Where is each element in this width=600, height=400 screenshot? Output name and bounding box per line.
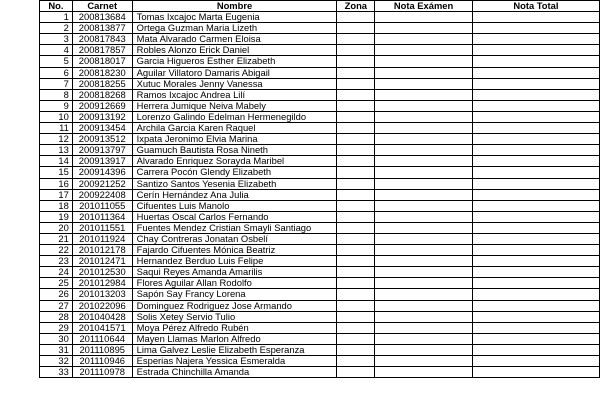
carnet-cell: 200914396 — [72, 167, 132, 178]
zona-cell[interactable] — [337, 311, 375, 322]
nota-examen-cell[interactable] — [375, 245, 473, 256]
table-row — [40, 134, 600, 145]
nota-examen-cell[interactable] — [375, 322, 473, 333]
nota-examen-cell[interactable] — [375, 222, 473, 233]
name-cell: Carrera Pocón Glendy Elizabeth — [132, 167, 337, 178]
carnet-cell: 201013203 — [72, 289, 132, 300]
name-cell: Mata Alvarado Carmen Eloisa — [132, 34, 337, 45]
zona-cell[interactable] — [337, 178, 375, 189]
carnet-cell: 200913192 — [72, 111, 132, 122]
nota-total-cell[interactable] — [472, 167, 599, 178]
nota-total-cell[interactable] — [472, 267, 599, 278]
table-row — [40, 367, 600, 378]
table-row — [40, 256, 600, 267]
row-number-cell: 17 — [40, 189, 73, 200]
name-cell: Estrada Chinchilla Amanda — [132, 367, 337, 378]
carnet-cell: 201040428 — [72, 311, 132, 322]
nota-total-cell[interactable] — [472, 178, 599, 189]
nota-total-cell[interactable] — [472, 111, 599, 122]
carnet-cell: 200921252 — [72, 178, 132, 189]
grades-table — [39, 0, 600, 378]
table-row — [40, 267, 600, 278]
carnet-cell: 200913512 — [72, 134, 132, 145]
nota-examen-cell[interactable] — [375, 134, 473, 145]
row-number-cell: 1 — [40, 12, 73, 23]
name-cell: Fajardo Cifuentes Mónica Beatriz — [132, 245, 337, 256]
zona-cell[interactable] — [337, 56, 375, 67]
carnet-cell: 201041571 — [72, 322, 132, 333]
zona-cell[interactable] — [337, 100, 375, 111]
table-row — [40, 67, 600, 78]
zona-cell[interactable] — [337, 267, 375, 278]
nota-examen-cell[interactable] — [375, 78, 473, 89]
nota-examen-cell[interactable] — [375, 333, 473, 344]
carnet-cell: 201011924 — [72, 233, 132, 244]
row-number-cell: 13 — [40, 145, 73, 156]
carnet-cell: 201011551 — [72, 222, 132, 233]
name-cell: Lima Galvez Leslie Elizabeth Esperanza — [132, 344, 337, 355]
carnet-cell: 200813877 — [72, 23, 132, 34]
nota-examen-cell[interactable] — [375, 67, 473, 78]
nota-examen-cell[interactable] — [375, 211, 473, 222]
row-number-cell: 6 — [40, 67, 73, 78]
row-number-cell: 33 — [40, 367, 73, 378]
row-number-cell: 22 — [40, 245, 73, 256]
nota-examen-cell[interactable] — [375, 256, 473, 267]
table-row — [40, 289, 600, 300]
row-number-cell: 24 — [40, 267, 73, 278]
row-number-cell: 4 — [40, 45, 73, 56]
zona-cell[interactable] — [337, 211, 375, 222]
row-number-cell: 9 — [40, 100, 73, 111]
table-row — [40, 233, 600, 244]
row-number-cell: 20 — [40, 222, 73, 233]
zona-cell[interactable] — [337, 12, 375, 23]
table-row — [40, 12, 600, 23]
carnet-cell: 201012984 — [72, 278, 132, 289]
carnet-cell: 200913454 — [72, 123, 132, 134]
zona-cell[interactable] — [337, 89, 375, 100]
name-cell: Ramos Ixcajoc Andrea Lilí — [132, 89, 337, 100]
nota-examen-cell[interactable] — [375, 56, 473, 67]
zona-cell[interactable] — [337, 245, 375, 256]
table-row — [40, 245, 600, 256]
carnet-cell: 200922408 — [72, 189, 132, 200]
nota-total-cell[interactable] — [472, 100, 599, 111]
zona-cell[interactable] — [337, 222, 375, 233]
nota-examen-cell[interactable] — [375, 367, 473, 378]
name-cell: Tomas Ixcajoc Marta Eugenia — [132, 12, 337, 23]
table-row — [40, 300, 600, 311]
nota-total-cell[interactable] — [472, 56, 599, 67]
nota-total-cell[interactable] — [472, 189, 599, 200]
col-header-nota-total: Nota Total — [472, 1, 599, 12]
zona-cell[interactable] — [337, 111, 375, 122]
name-cell: Robles Alonzo Erick Daniel — [132, 45, 337, 56]
zona-cell[interactable] — [337, 278, 375, 289]
nota-examen-cell[interactable] — [375, 289, 473, 300]
name-cell: Esperias Najera Yessica Esmeralda — [132, 356, 337, 367]
carnet-cell: 201012471 — [72, 256, 132, 267]
nota-examen-cell[interactable] — [375, 178, 473, 189]
row-number-cell: 5 — [40, 56, 73, 67]
nota-total-cell[interactable] — [472, 311, 599, 322]
nota-examen-cell[interactable] — [375, 200, 473, 211]
name-cell: Ixpata Jeronimo Elvia Marina — [132, 134, 337, 145]
table-row — [40, 78, 600, 89]
col-header-no: No. — [40, 1, 73, 12]
table-body — [40, 12, 600, 378]
nota-total-cell[interactable] — [472, 145, 599, 156]
table-row — [40, 34, 600, 45]
name-cell: Alvarado Enriquez Sorayda Maribel — [132, 156, 337, 167]
row-number-cell: 8 — [40, 89, 73, 100]
row-number-cell: 26 — [40, 289, 73, 300]
nota-total-cell[interactable] — [472, 245, 599, 256]
table-row — [40, 189, 600, 200]
nota-total-cell[interactable] — [472, 12, 599, 23]
table-row — [40, 145, 600, 156]
nota-total-cell[interactable] — [472, 200, 599, 211]
table-row — [40, 278, 600, 289]
zona-cell[interactable] — [337, 256, 375, 267]
nota-total-cell[interactable] — [472, 322, 599, 333]
name-cell: Cerín Hernández Ana Julia — [132, 189, 337, 200]
name-cell: Garcia Higueros Esther Elizabeth — [132, 56, 337, 67]
carnet-cell: 200813684 — [72, 12, 132, 23]
row-number-cell: 15 — [40, 167, 73, 178]
carnet-cell: 201011055 — [72, 200, 132, 211]
table-row — [40, 167, 600, 178]
col-header-nombre: Nombre — [132, 1, 337, 12]
carnet-cell: 200818255 — [72, 78, 132, 89]
name-cell: Flores Aguilar Allan Rodolfo — [132, 278, 337, 289]
table-row — [40, 211, 600, 222]
table-row — [40, 333, 600, 344]
nota-examen-cell[interactable] — [375, 311, 473, 322]
name-cell: Cifuentes Luis Manolo — [132, 200, 337, 211]
row-number-cell: 10 — [40, 111, 73, 122]
nota-examen-cell[interactable] — [375, 300, 473, 311]
name-cell: Aguilar Villatoro Damaris Abigail — [132, 67, 337, 78]
zona-cell[interactable] — [337, 356, 375, 367]
zona-cell[interactable] — [337, 189, 375, 200]
name-cell: Guamuch Bautista Rosa Nineth — [132, 145, 337, 156]
zona-cell[interactable] — [337, 45, 375, 56]
zona-cell[interactable] — [337, 78, 375, 89]
nota-examen-cell[interactable] — [375, 45, 473, 56]
carnet-cell: 201110946 — [72, 356, 132, 367]
table-row — [40, 56, 600, 67]
table-row — [40, 156, 600, 167]
carnet-cell: 200818230 — [72, 67, 132, 78]
table-row — [40, 222, 600, 233]
table-row — [40, 356, 600, 367]
carnet-cell: 200818017 — [72, 56, 132, 67]
row-number-cell: 27 — [40, 300, 73, 311]
row-number-cell: 14 — [40, 156, 73, 167]
nota-examen-cell[interactable] — [375, 100, 473, 111]
nota-total-cell[interactable] — [472, 256, 599, 267]
zona-cell[interactable] — [337, 23, 375, 34]
table-row — [40, 111, 600, 122]
name-cell: Archila Garcia Karen Raquel — [132, 123, 337, 134]
row-number-cell: 28 — [40, 311, 73, 322]
nota-examen-cell[interactable] — [375, 23, 473, 34]
zona-cell[interactable] — [337, 233, 375, 244]
name-cell: Saqui Reyes Amanda Amarilis — [132, 267, 337, 278]
col-header-zona: Zona — [337, 1, 375, 12]
nota-total-cell[interactable] — [472, 289, 599, 300]
carnet-cell: 201110895 — [72, 344, 132, 355]
carnet-cell: 200818268 — [72, 89, 132, 100]
nota-total-cell[interactable] — [472, 78, 599, 89]
zona-cell[interactable] — [337, 145, 375, 156]
zona-cell[interactable] — [337, 322, 375, 333]
name-cell: Sapón Say Francy Lorena — [132, 289, 337, 300]
row-number-cell: 2 — [40, 23, 73, 34]
row-number-cell: 16 — [40, 178, 73, 189]
carnet-cell: 200913797 — [72, 145, 132, 156]
nota-total-cell[interactable] — [472, 356, 599, 367]
name-cell: Santizo Santos Yesenia Elizabeth — [132, 178, 337, 189]
zona-cell[interactable] — [337, 134, 375, 145]
name-cell: Ortega Guzman Maria Lizeth — [132, 23, 337, 34]
name-cell: Chay Contreras Jonatan Osbelí — [132, 233, 337, 244]
table-row — [40, 45, 600, 56]
name-cell: Lorenzo Galindo Edelman Hermenegildo — [132, 111, 337, 122]
row-number-cell: 19 — [40, 211, 73, 222]
nota-total-cell[interactable] — [472, 344, 599, 355]
nota-total-cell[interactable] — [472, 211, 599, 222]
row-number-cell: 29 — [40, 322, 73, 333]
table-row — [40, 100, 600, 111]
nota-total-cell[interactable] — [472, 367, 599, 378]
table-row — [40, 200, 600, 211]
nota-examen-cell[interactable] — [375, 123, 473, 134]
name-cell: Xutuc Morales Jenny Vanessa — [132, 78, 337, 89]
zona-cell[interactable] — [337, 67, 375, 78]
carnet-cell: 201110978 — [72, 367, 132, 378]
table-row — [40, 178, 600, 189]
row-number-cell: 12 — [40, 134, 73, 145]
row-number-cell: 25 — [40, 278, 73, 289]
nota-examen-cell[interactable] — [375, 267, 473, 278]
header-row — [40, 1, 600, 12]
nota-total-cell[interactable] — [472, 300, 599, 311]
name-cell: Huertas Oscal Carlos Fernando — [132, 211, 337, 222]
table-row — [40, 344, 600, 355]
row-number-cell: 11 — [40, 123, 73, 134]
zona-cell[interactable] — [337, 200, 375, 211]
nota-examen-cell[interactable] — [375, 356, 473, 367]
carnet-cell: 201012530 — [72, 267, 132, 278]
carnet-cell: 200817857 — [72, 45, 132, 56]
table-row — [40, 89, 600, 100]
col-header-nota-examen: Nota Exámen — [375, 1, 473, 12]
nota-total-cell[interactable] — [472, 67, 599, 78]
zona-cell[interactable] — [337, 344, 375, 355]
nota-total-cell[interactable] — [472, 23, 599, 34]
carnet-cell: 200912669 — [72, 100, 132, 111]
name-cell: Fuentes Mendez Cristian Smayli Santiago — [132, 222, 337, 233]
zona-cell[interactable] — [337, 333, 375, 344]
name-cell: Herrera Jumique Neiva Mabely — [132, 100, 337, 111]
zona-cell[interactable] — [337, 289, 375, 300]
nota-total-cell[interactable] — [472, 134, 599, 145]
nota-examen-cell[interactable] — [375, 344, 473, 355]
nota-examen-cell[interactable] — [375, 233, 473, 244]
nota-total-cell[interactable] — [472, 156, 599, 167]
row-number-cell: 23 — [40, 256, 73, 267]
nota-examen-cell[interactable] — [375, 89, 473, 100]
nota-examen-cell[interactable] — [375, 145, 473, 156]
nota-total-cell[interactable] — [472, 34, 599, 45]
name-cell: Dominguez Rodriguez Jose Armando — [132, 300, 337, 311]
name-cell: Mayen Llamas Marlon Alfredo — [132, 333, 337, 344]
row-number-cell: 18 — [40, 200, 73, 211]
nota-total-cell[interactable] — [472, 278, 599, 289]
name-cell: Solis Xetey Servio Tulio — [132, 311, 337, 322]
row-number-cell: 31 — [40, 344, 73, 355]
zona-cell[interactable] — [337, 367, 375, 378]
row-number-cell: 30 — [40, 333, 73, 344]
carnet-cell: 201022096 — [72, 300, 132, 311]
nota-total-cell[interactable] — [472, 123, 599, 134]
name-cell: Moya Pérez Alfredo Rubén — [132, 322, 337, 333]
nota-examen-cell[interactable] — [375, 278, 473, 289]
nota-examen-cell[interactable] — [375, 156, 473, 167]
table-row — [40, 311, 600, 322]
nota-total-cell[interactable] — [472, 89, 599, 100]
table-row — [40, 123, 600, 134]
carnet-cell: 201011364 — [72, 211, 132, 222]
row-number-cell: 21 — [40, 233, 73, 244]
nota-examen-cell[interactable] — [375, 167, 473, 178]
row-number-cell: 7 — [40, 78, 73, 89]
table-row — [40, 322, 600, 333]
zona-cell[interactable] — [337, 300, 375, 311]
nota-total-cell[interactable] — [472, 45, 599, 56]
row-number-cell: 3 — [40, 34, 73, 45]
nota-examen-cell[interactable] — [375, 34, 473, 45]
nota-examen-cell[interactable] — [375, 189, 473, 200]
carnet-cell: 200913917 — [72, 156, 132, 167]
table-row — [40, 23, 600, 34]
carnet-cell: 201110644 — [72, 333, 132, 344]
zona-cell[interactable] — [337, 167, 375, 178]
carnet-cell: 200817843 — [72, 34, 132, 45]
carnet-cell: 201012178 — [72, 245, 132, 256]
name-cell: Hernandez Berduo Luis Felipe — [132, 256, 337, 267]
zona-cell[interactable] — [337, 123, 375, 134]
row-number-cell: 32 — [40, 356, 73, 367]
col-header-carnet: Carnet — [72, 1, 132, 12]
zona-cell[interactable] — [337, 34, 375, 45]
nota-total-cell[interactable] — [472, 233, 599, 244]
nota-examen-cell[interactable] — [375, 12, 473, 23]
zona-cell[interactable] — [337, 156, 375, 167]
nota-total-cell[interactable] — [472, 333, 599, 344]
nota-total-cell[interactable] — [472, 222, 599, 233]
nota-examen-cell[interactable] — [375, 111, 473, 122]
